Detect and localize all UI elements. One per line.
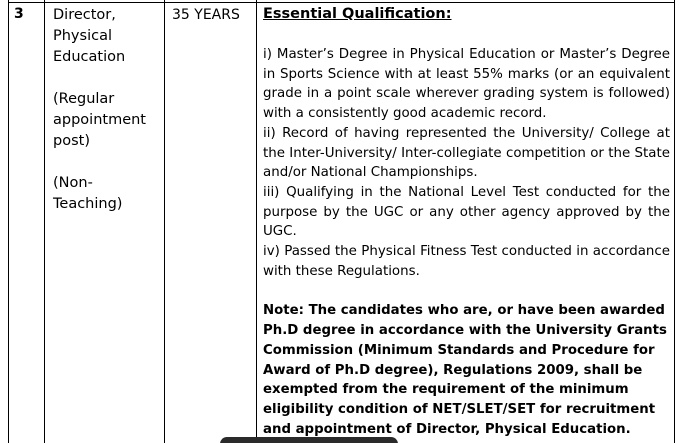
post-line: Director, — [53, 7, 116, 23]
top-row-border — [8, 2, 675, 3]
page-scroll-indicator[interactable] — [220, 437, 398, 443]
column-divider-1 — [44, 0, 45, 443]
post-line: Education — [53, 49, 126, 65]
post-line: Teaching) — [53, 196, 123, 212]
qualification-cell — [263, 4, 670, 439]
qualification-item: iii) Qualifying in the National Level Test conducted for the purpose by the UGC or any other agency approved by the UGC. — [263, 184, 670, 240]
post-line: appointment — [53, 112, 146, 128]
post-line: (Non- — [53, 175, 93, 191]
qualification-note: Note: The candidates who are, or have been awarded Ph.D degree in accordance with the University Grants Commission (Minimum Standards and Procedure for Award of Ph.D degree), Regulations 2009, shall be exempted from the requirement of the minimum eligibility condition of NET/SLET/SET for recruitment and appointment of Director, Physical Education. — [263, 303, 667, 437]
column-divider-2 — [164, 0, 165, 443]
qualification-item: ii) Record of having represented the University/ College at the Inter-University/ Inter-collegiate competition or the State and/or National Championships. — [263, 125, 670, 181]
post-line: post) — [53, 133, 90, 149]
post-line: Physical — [53, 28, 112, 44]
qualification-item: i) Master’s Degree in Physical Education or Master’s Degree in Sports Science with at least 55% marks (or an equivalent grade in a point scale wherever grading system is followed) with a consistently good academic record. — [263, 47, 670, 122]
post-name-cell — [53, 5, 163, 215]
column-divider-3 — [256, 0, 257, 443]
qualification-heading: Essential Qualification: — [263, 6, 452, 22]
serial-number: 3 — [14, 6, 24, 22]
age-limit: 35 YEARS — [172, 7, 240, 23]
qualification-item: iv) Passed the Physical Fitness Test conducted in accordance with these Regulations. — [263, 244, 670, 279]
post-line: (Regular — [53, 91, 115, 107]
